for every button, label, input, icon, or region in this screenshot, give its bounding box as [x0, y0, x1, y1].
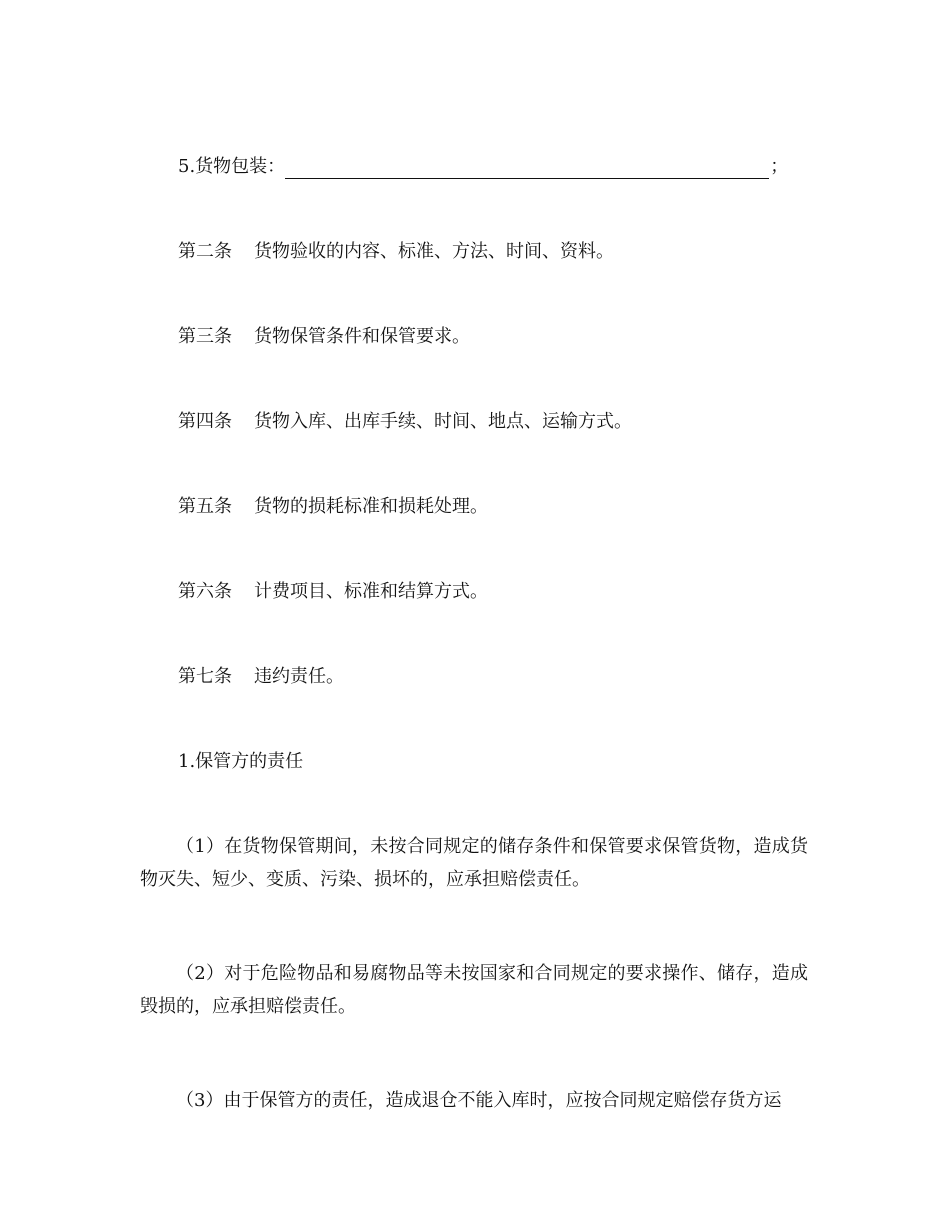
clause-2: （2）对于危险物品和易腐物品等未按国家和合同规定的要求操作、储存，造成毁损的，应承担赔偿责任。	[140, 963, 808, 1017]
article-number: 第五条	[178, 496, 232, 517]
article-number: 第六条	[178, 581, 232, 602]
article-text: 货物的损耗标准和损耗处理。	[254, 496, 488, 517]
article-4	[178, 410, 632, 434]
article-6	[178, 580, 488, 604]
packaging-label: 5.货物包装：	[178, 156, 286, 177]
clause-1: （1）在货物保管期间，未按合同规定的储存条件和保管要求保管货物，造成货物灭失、短少、变质、污染、损坏的，应承担赔偿责任。	[140, 836, 808, 890]
clause-3: （3）由于保管方的责任，造成退仓不能入库时，应按合同规定赔偿存货方运	[176, 1090, 782, 1111]
article-text: 货物验收的内容、标准、方法、时间、资料。	[254, 241, 614, 262]
article-7	[178, 665, 344, 689]
article-text: 货物保管条件和保管要求。	[254, 326, 470, 347]
article-text: 计费项目、标准和结算方式。	[254, 581, 488, 602]
section-heading: 1.保管方的责任	[178, 751, 304, 772]
article-number: 第三条	[178, 326, 232, 347]
article-5	[178, 495, 488, 519]
article-text: 违约责任。	[254, 666, 344, 687]
article-number: 第四条	[178, 411, 232, 432]
article-number: 第七条	[178, 666, 232, 687]
packaging-end-mark: ；	[770, 156, 789, 177]
article-text: 货物入库、出库手续、时间、地点、运输方式。	[254, 411, 632, 432]
article-3	[178, 325, 470, 349]
packaging-blank-underline	[285, 162, 769, 179]
article-number: 第二条	[178, 241, 232, 262]
article-2	[178, 240, 614, 264]
packaging-line	[178, 155, 788, 179]
